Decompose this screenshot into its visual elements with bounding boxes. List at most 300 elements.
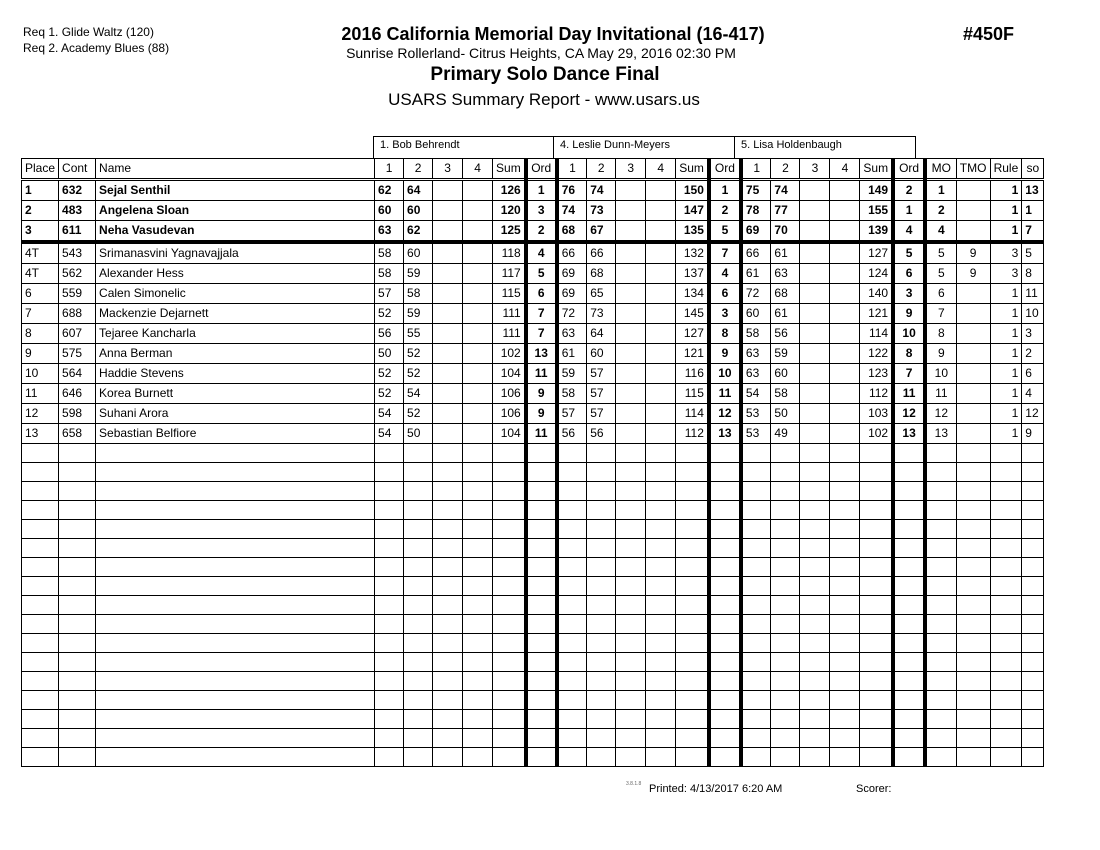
empty-cell [830,634,860,653]
software-version: 3.8.1.8 [626,781,642,787]
empty-cell [860,577,893,596]
empty-cell [893,501,925,520]
empty-cell [375,748,404,767]
judge3-score3-cell [800,384,830,404]
empty-cell [433,501,463,520]
judge2-ordinal-cell: 8 [709,324,741,344]
empty-cell [616,577,646,596]
empty-cell [96,748,375,767]
name-cell: Srimanasvini Yagnavajjala [96,242,375,264]
judge1-score4-cell [463,242,493,264]
empty-cell [59,634,96,653]
empty-cell [800,672,830,691]
judge3-ordinal-cell: 6 [893,264,925,284]
judge2-score2-cell: 57 [587,384,616,404]
empty-cell [800,558,830,577]
empty-cell [616,558,646,577]
judge2-ordinal-cell: 7 [709,242,741,264]
judge1-score2-cell: 52 [404,364,433,384]
empty-cell [709,634,741,653]
judge3-score2-cell: 61 [771,242,800,264]
judge3-score1-cell: 61 [741,264,771,284]
judge3-score1-cell: 69 [741,221,771,243]
judge3-ordinal-cell: 9 [893,304,925,324]
empty-row [22,634,1044,653]
empty-cell [925,710,956,729]
empty-cell [800,634,830,653]
empty-cell [59,520,96,539]
empty-cell [1022,748,1044,767]
empty-cell [493,558,526,577]
table-row [22,424,1044,444]
col-j3-sum: Sum [860,159,893,180]
empty-row [22,482,1044,501]
empty-cell [433,615,463,634]
judge2-score1-cell: 66 [557,242,587,264]
col-j1-s1: 1 [375,159,404,180]
cont-cell: 575 [59,344,96,364]
empty-cell [800,520,830,539]
empty-cell [830,672,860,691]
empty-cell [676,444,709,463]
empty-cell [375,463,404,482]
empty-cell [96,463,375,482]
empty-cell [616,463,646,482]
col-j2-s2: 2 [587,159,616,180]
judge1-ordinal-cell: 7 [526,304,557,324]
judge2-score4-cell [646,201,676,221]
empty-cell [526,482,557,501]
name-cell: Anna Berman [96,344,375,364]
empty-cell [557,691,587,710]
col-j1-sum: Sum [493,159,526,180]
col-tmo: TMO [956,159,990,180]
judge2-ordinal-cell: 1 [709,180,741,201]
empty-cell [404,691,433,710]
empty-cell [646,748,676,767]
judge1-score3-cell [433,424,463,444]
judge2-score2-cell: 73 [587,304,616,324]
empty-cell [526,539,557,558]
judge2-sum-cell: 115 [676,384,709,404]
judge2-ordinal-cell: 9 [709,344,741,364]
tmo-cell [956,304,990,324]
judge3-score1-cell: 53 [741,404,771,424]
tmo-cell [956,344,990,364]
empty-cell [96,672,375,691]
empty-cell [59,615,96,634]
judge1-score4-cell [463,324,493,344]
judge1-ordinal-cell: 4 [526,242,557,264]
judge2-score4-cell [646,180,676,201]
empty-cell [22,463,59,482]
empty-cell [771,672,800,691]
empty-cell [616,501,646,520]
judge3-score2-cell: 60 [771,364,800,384]
empty-cell [800,691,830,710]
judge3-score2-cell: 56 [771,324,800,344]
judge2-sum-cell: 137 [676,264,709,284]
empty-cell [433,482,463,501]
empty-cell [860,615,893,634]
empty-cell [830,444,860,463]
empty-cell [96,710,375,729]
rule-cell: 1 [990,324,1022,344]
empty-cell [830,691,860,710]
empty-cell [404,653,433,672]
empty-cell [526,672,557,691]
empty-cell [526,444,557,463]
empty-cell [956,634,990,653]
empty-cell [22,558,59,577]
empty-cell [830,539,860,558]
table-row [22,304,1044,324]
empty-cell [96,615,375,634]
judge2-score3-cell [616,242,646,264]
empty-cell [956,463,990,482]
judge1-score3-cell [433,180,463,201]
judge3-ordinal-cell: 8 [893,344,925,364]
empty-cell [771,539,800,558]
judge1-ordinal-cell: 13 [526,344,557,364]
judge3-sum-cell: 103 [860,404,893,424]
empty-cell [463,558,493,577]
empty-cell [463,634,493,653]
empty-cell [956,520,990,539]
empty-cell [557,672,587,691]
empty-cell [404,501,433,520]
empty-cell [404,577,433,596]
judge2-score3-cell [616,304,646,324]
judge1-score1-cell: 56 [375,324,404,344]
judge3-ordinal-cell: 3 [893,284,925,304]
col-j3-s3: 3 [800,159,830,180]
empty-cell [990,482,1022,501]
empty-cell [59,558,96,577]
rule-cell: 1 [990,304,1022,324]
judge2-score2-cell: 68 [587,264,616,284]
empty-cell [59,596,96,615]
judge2-score3-cell [616,324,646,344]
empty-cell [800,463,830,482]
judge1-sum-cell: 106 [493,404,526,424]
empty-cell [860,653,893,672]
empty-cell [830,463,860,482]
empty-cell [616,482,646,501]
judge2-score1-cell: 69 [557,264,587,284]
empty-cell [587,729,616,748]
empty-row [22,577,1044,596]
empty-cell [433,729,463,748]
empty-cell [956,501,990,520]
cont-cell: 598 [59,404,96,424]
empty-cell [990,691,1022,710]
empty-cell [925,463,956,482]
judge3-score1-cell: 53 [741,424,771,444]
empty-cell [463,539,493,558]
empty-cell [557,596,587,615]
empty-cell [646,482,676,501]
empty-cell [404,596,433,615]
empty-cell [893,672,925,691]
judge2-score3-cell [616,221,646,243]
empty-row [22,691,1044,710]
judge2-score4-cell [646,264,676,284]
judge2-sum-cell: 132 [676,242,709,264]
judge2-score3-cell [616,364,646,384]
judge-header-1: 1. Bob Behrendt [373,136,554,158]
so-cell: 8 [1022,264,1044,284]
place-cell: 10 [22,364,59,384]
cont-cell: 632 [59,180,96,201]
empty-cell [990,748,1022,767]
empty-cell [433,539,463,558]
judge1-score3-cell [433,304,463,324]
judge2-sum-cell: 135 [676,221,709,243]
empty-cell [860,539,893,558]
empty-cell [741,463,771,482]
judge3-score2-cell: 49 [771,424,800,444]
empty-cell [893,653,925,672]
empty-cell [375,691,404,710]
empty-cell [404,482,433,501]
judge3-score1-cell: 66 [741,242,771,264]
empty-row [22,501,1044,520]
judge3-score4-cell [830,221,860,243]
table-row [22,180,1044,201]
empty-cell [925,596,956,615]
judge3-score3-cell [800,180,830,201]
empty-cell [1022,672,1044,691]
judge1-score3-cell [433,201,463,221]
empty-cell [956,558,990,577]
empty-cell [676,710,709,729]
judge1-ordinal-cell: 9 [526,384,557,404]
empty-cell [96,729,375,748]
empty-cell [493,729,526,748]
empty-cell [800,577,830,596]
empty-cell [22,672,59,691]
judge1-score3-cell [433,264,463,284]
judge1-score3-cell [433,242,463,264]
empty-cell [493,672,526,691]
judge2-score2-cell: 57 [587,404,616,424]
empty-cell [646,444,676,463]
empty-cell [741,653,771,672]
empty-cell [557,501,587,520]
empty-cell [59,748,96,767]
judge3-score3-cell [800,364,830,384]
empty-cell [860,596,893,615]
judge3-score3-cell [800,324,830,344]
empty-row [22,710,1044,729]
requirement-2: Req 2. Academy Blues (88) [23,41,170,55]
judge3-ordinal-cell: 5 [893,242,925,264]
judge3-sum-cell: 149 [860,180,893,201]
empty-cell [587,520,616,539]
empty-cell [956,596,990,615]
empty-cell [557,748,587,767]
table-row [22,384,1044,404]
empty-cell [1022,634,1044,653]
judge1-score2-cell: 62 [404,221,433,243]
tmo-cell [956,364,990,384]
empty-cell [463,729,493,748]
competition-title: 2016 California Memorial Day Invitational (16-417) [341,24,765,44]
empty-cell [893,596,925,615]
judge2-sum-cell: 112 [676,424,709,444]
so-cell: 4 [1022,384,1044,404]
empty-cell [616,444,646,463]
judge3-sum-cell: 124 [860,264,893,284]
empty-cell [587,691,616,710]
empty-cell [587,748,616,767]
empty-cell [587,463,616,482]
judge1-sum-cell: 106 [493,384,526,404]
empty-cell [990,444,1022,463]
empty-cell [709,710,741,729]
empty-cell [741,729,771,748]
judge1-score2-cell: 52 [404,404,433,424]
empty-cell [404,539,433,558]
empty-cell [860,501,893,520]
tmo-cell [956,284,990,304]
empty-cell [741,691,771,710]
judge3-score1-cell: 72 [741,284,771,304]
judge-header-2: 4. Leslie Dunn-Meyers [553,136,735,158]
empty-cell [771,501,800,520]
judge1-score2-cell: 64 [404,180,433,201]
place-cell: 7 [22,304,59,324]
col-j1-ord: Ord [526,159,557,180]
empty-cell [676,463,709,482]
empty-cell [96,596,375,615]
empty-cell [925,634,956,653]
judge2-score3-cell [616,404,646,424]
empty-cell [925,558,956,577]
so-cell: 9 [1022,424,1044,444]
judge3-score4-cell [830,364,860,384]
judge1-sum-cell: 117 [493,264,526,284]
judge2-score3-cell [616,201,646,221]
empty-cell [741,672,771,691]
empty-row [22,596,1044,615]
empty-cell [709,501,741,520]
judge2-sum-cell: 127 [676,324,709,344]
empty-cell [587,539,616,558]
mo-cell: 12 [925,404,956,424]
requirement-1: Req 1. Glide Waltz (120) [23,25,154,39]
judge2-score1-cell: 68 [557,221,587,243]
empty-cell [646,634,676,653]
col-name: Name [96,159,375,180]
empty-cell [800,596,830,615]
empty-cell [526,710,557,729]
empty-row [22,463,1044,482]
judge2-score1-cell: 59 [557,364,587,384]
judge2-score1-cell: 61 [557,344,587,364]
location-datetime: Sunrise Rollerland- Citrus Heights, CA May 29, 2016 02:30 PM [346,45,736,61]
judge1-score4-cell [463,284,493,304]
empty-cell [893,444,925,463]
judge1-score4-cell [463,344,493,364]
empty-cell [741,558,771,577]
tmo-cell: 9 [956,242,990,264]
empty-cell [59,691,96,710]
empty-cell [676,672,709,691]
empty-cell [59,482,96,501]
judge3-score4-cell [830,180,860,201]
empty-cell [404,634,433,653]
empty-cell [860,634,893,653]
judge1-ordinal-cell: 3 [526,201,557,221]
place-cell: 8 [22,324,59,344]
empty-cell [830,710,860,729]
rule-cell: 1 [990,221,1022,243]
empty-cell [771,482,800,501]
name-cell: Sejal Senthil [96,180,375,201]
empty-cell [616,539,646,558]
empty-cell [96,653,375,672]
judge3-score2-cell: 50 [771,404,800,424]
mo-cell: 6 [925,284,956,304]
empty-cell [433,577,463,596]
empty-row [22,444,1044,463]
name-cell: Haddie Stevens [96,364,375,384]
empty-cell [526,463,557,482]
col-place: Place [22,159,59,180]
empty-cell [741,501,771,520]
empty-cell [830,615,860,634]
empty-cell [526,520,557,539]
so-cell: 3 [1022,324,1044,344]
empty-cell [956,577,990,596]
empty-cell [709,729,741,748]
empty-cell [771,596,800,615]
empty-cell [404,444,433,463]
empty-cell [587,615,616,634]
judge2-score4-cell [646,324,676,344]
empty-cell [709,691,741,710]
col-j2-sum: Sum [676,159,709,180]
judge1-score1-cell: 52 [375,304,404,324]
empty-cell [526,691,557,710]
empty-cell [557,729,587,748]
empty-cell [800,615,830,634]
col-j1-s3: 3 [433,159,463,180]
empty-cell [893,482,925,501]
empty-cell [557,482,587,501]
place-cell: 12 [22,404,59,424]
empty-cell [925,539,956,558]
judge3-sum-cell: 140 [860,284,893,304]
judge3-score1-cell: 63 [741,344,771,364]
empty-cell [375,672,404,691]
empty-cell [404,520,433,539]
empty-cell [463,653,493,672]
empty-cell [893,691,925,710]
col-j2-s3: 3 [616,159,646,180]
empty-cell [893,710,925,729]
empty-cell [526,653,557,672]
judge2-score2-cell: 56 [587,424,616,444]
judge1-sum-cell: 111 [493,324,526,344]
empty-cell [893,634,925,653]
empty-cell [893,463,925,482]
name-cell: Alexander Hess [96,264,375,284]
judge3-score2-cell: 58 [771,384,800,404]
judge3-ordinal-cell: 12 [893,404,925,424]
